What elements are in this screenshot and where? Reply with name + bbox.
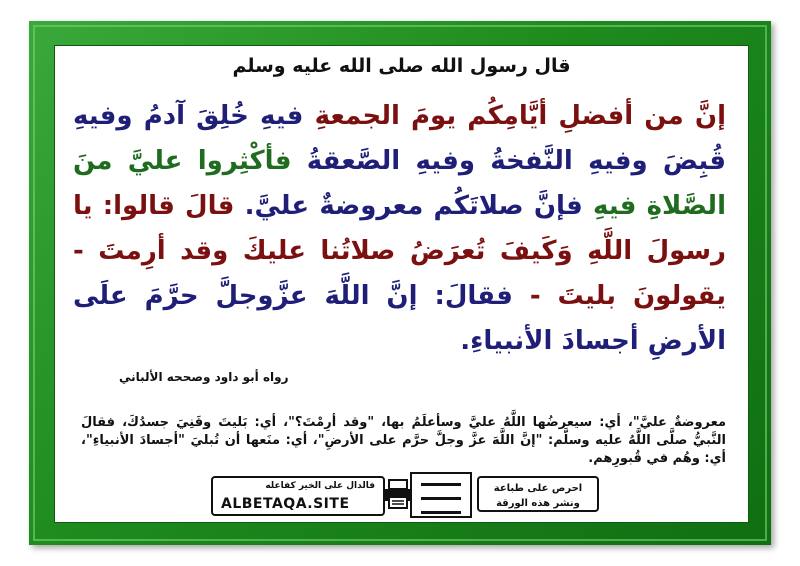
- hadith-segment: فيهِ خُلِقَ آدمُ وفيهِ قُبِضَ وفيهِ النَّفخةُ وفيهِ الصَّعقةُ: [73, 101, 727, 176]
- hadith-source: رواه أبو داود وصححه الألباني: [119, 370, 289, 384]
- hadith-card: [54, 45, 749, 523]
- page-title: قال رسول الله صلى الله عليه وسلم: [232, 55, 571, 77]
- hadith-segment: إنَّ من أفضلِ أيَّامِكُم يومَ الجمعةِ: [303, 101, 727, 131]
- footer: [55, 476, 748, 516]
- hadith-segment: فإنَّ صلاتَكُم معروضةٌ عليَّ.: [234, 191, 583, 221]
- hadith-text: [73, 94, 726, 364]
- albetaqa-logo: [410, 472, 472, 518]
- website-box[interactable]: [211, 476, 385, 516]
- website-tagline: فالدال على الخير كفاعله: [265, 481, 375, 491]
- hadith-segment: فقالَ: إنَّ اللَّهَ عزَّوجلَّ حرَّمَ علَى الأرضِ أجسادَ الأنبياءِ.: [73, 281, 726, 356]
- website-url[interactable]: ALBETAQA.SITE: [221, 496, 350, 512]
- hadith-segment: فأكْثِروا عليَّ منَ الصَّلاةِ فيهِ: [73, 146, 726, 221]
- print-reminder-line1: احرص على طباعة: [493, 483, 583, 494]
- explanation-notes: معروضةٌ عليَّ"، أي: سيعرضُها اللَّهُ عليَّ وسأعلَمُ بها، "وقد أرِمْتَ؟"، أي: بَليتَ وفَنِيَ جسدُكَ، فقالَ النَّبيُّ صلَّى اللَّهُ عليه وسلَّم: "إنَّ اللَّهَ عزَّ وجلَّ حرَّم على الأرضِ"، أي: منَعها أن تُبليَ "أجسادَ الأنبياءِ"، أي: وهُم في قُبورِهم.: [81, 415, 726, 466]
- print-reminder: [477, 476, 599, 512]
- print-reminder-line2: ونشر هذه الورقة: [496, 498, 580, 509]
- hadith-segment: قالَ قالوا: يا رسولَ اللَّهِ وَكَيفَ تُعرَضُ صلاتُنا عليكَ وقد أرِمتَ - يقولونَ بليتَ -: [73, 191, 726, 311]
